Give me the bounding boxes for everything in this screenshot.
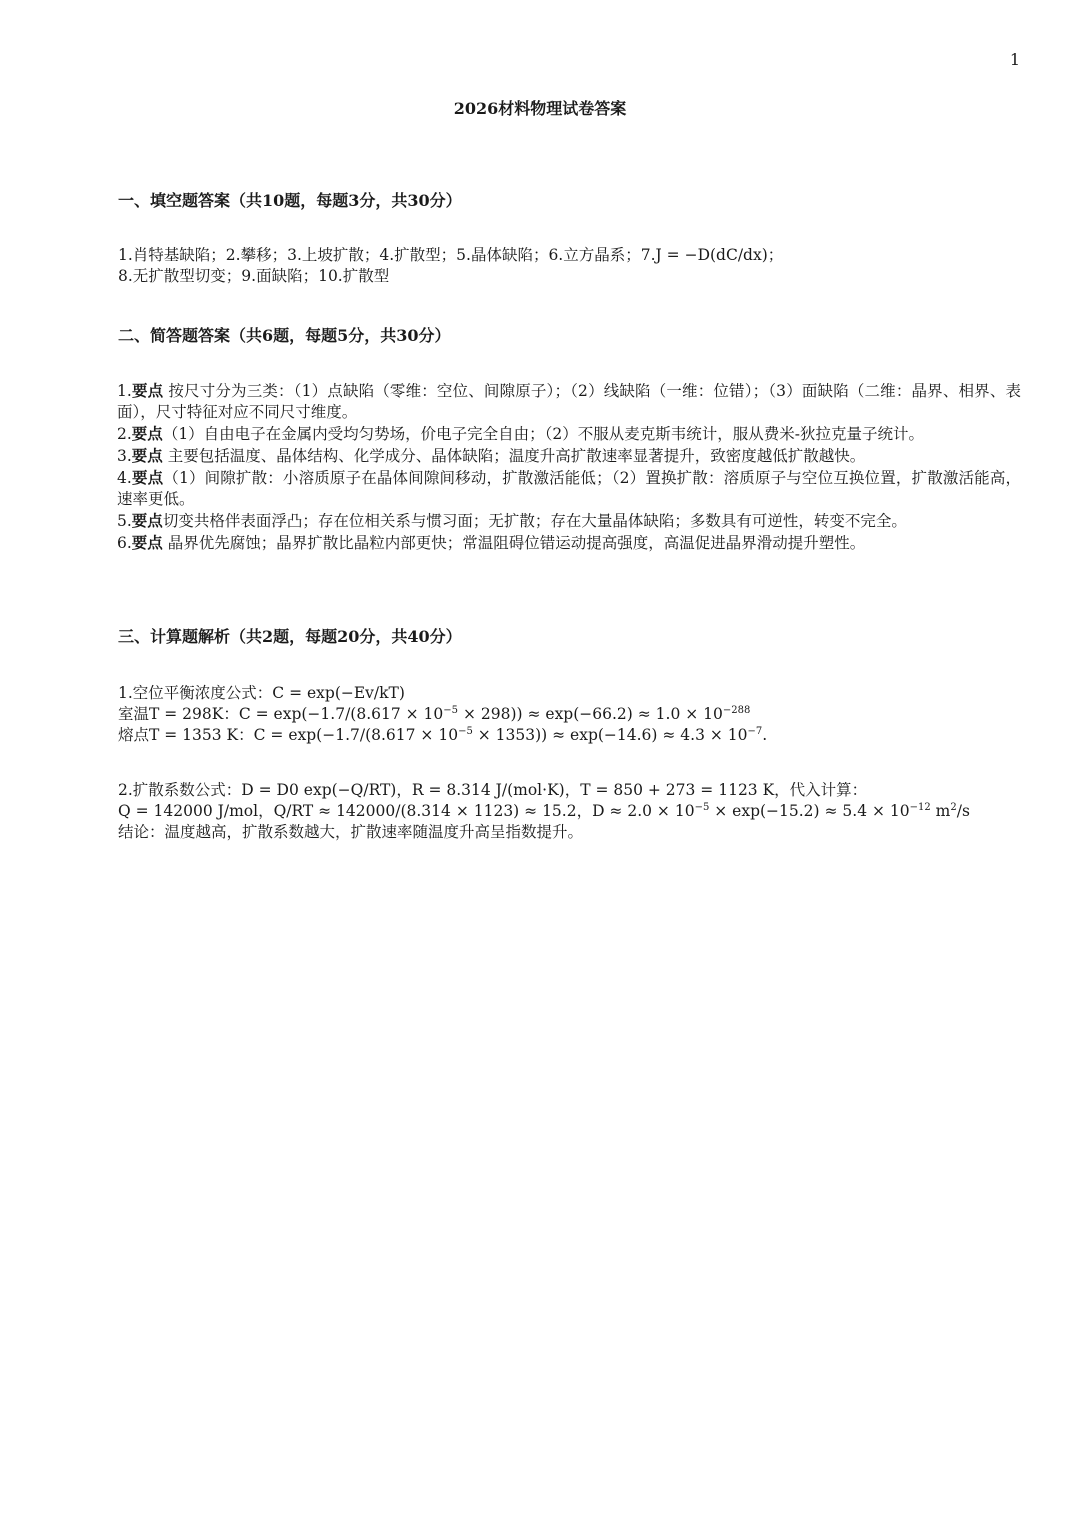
calc-1-formula: 1.空位平衡浓度公式：C = exp(−Ev/kT) <box>118 684 405 702</box>
short-answer-5-number: 5. <box>117 512 132 530</box>
calc-1-melt-exp1: −5 <box>458 725 473 737</box>
calc-1-melting-point <box>118 725 1018 746</box>
section-2-answers <box>99 380 1021 554</box>
short-answer-4-number: 4. <box>117 469 132 487</box>
section-1-heading: 一、填空题答案（共10题，每题3分，共30分） <box>118 191 462 210</box>
calc-2-formula: 2.扩散系数公式：D = D0 exp(−Q/RT)，R = 8.314 J/(mol·K)，T = 850 + 273 = 1123 K，代入计算： <box>118 781 868 799</box>
calc-1-room-temp-exp2: −288 <box>722 704 751 716</box>
short-answer-3 <box>99 445 1021 467</box>
short-answer-1 <box>99 380 1021 423</box>
short-answer-5-text: 切变共格伴表面浮凸；存在位相关系与惯习面；无扩散；存在大量晶体缺陷；多数具有可逆性，转变不完全。 <box>162 512 907 530</box>
calc-1-room-temp-a: 室温T = 298K：C = exp(−1.7/(8.617 × 10 <box>118 705 444 723</box>
short-answer-6 <box>99 532 1021 554</box>
short-answer-5 <box>99 510 1021 532</box>
section-2-heading: 二、简答题答案（共6题，每题5分，共30分） <box>118 326 451 345</box>
short-answer-3-number: 3. <box>117 447 132 465</box>
short-answer-6-text: 晶界优先腐蚀；晶界扩散比晶粒内部更快；常温阻碍位错运动提高强度，高温促进晶界滑动提升塑性。 <box>162 534 866 552</box>
short-answer-2-text: （1）自由电子在金属内受均匀势场，价电子完全自由；（2）不服从麦克斯韦统计，服从费米-狄拉克量子统计。 <box>162 425 925 443</box>
document-title: 2026材料物理试卷答案 <box>453 99 627 118</box>
calc-problem-1 <box>118 683 1018 746</box>
short-answer-6-key: 要点 <box>131 533 163 552</box>
short-answer-3-text: 主要包括温度、晶体结构、化学成分、晶体缺陷；温度升高扩散速率显著提升，致密度越低扩散越快。 <box>162 447 866 465</box>
calc-1-room-temp <box>118 704 1018 725</box>
short-answer-4-key: 要点 <box>131 468 164 487</box>
calc-2-computation <box>118 801 1018 822</box>
short-answer-4-text: （1）间隙扩散：小溶质原子在晶体间隙间移动，扩散激活能低；（2）置换扩散：溶质原子与空位互换位置，扩散激活能高，速率更低。 <box>117 469 1021 508</box>
calc-2-conclusion: 结论：温度越高，扩散系数越大，扩散速率随温度升高呈指数提升。 <box>118 823 584 841</box>
short-answer-1-number: 1. <box>117 382 132 400</box>
calc-2-comp-b: × exp(−15.2) ≈ 5.4 × 10 <box>709 802 910 820</box>
calc-1-melt-exp2: −7 <box>747 725 763 737</box>
short-answer-5-key: 要点 <box>131 511 163 530</box>
calc-2-unit-end: /s <box>956 802 970 820</box>
short-answer-2 <box>99 423 1021 445</box>
calc-2-comp-exp2: −12 <box>909 801 931 813</box>
section-3-heading: 三、计算题解析（共2题，每题20分，共40分） <box>118 627 462 646</box>
section-1-line-2: 8.无扩散型切变；9.面缺陷；10.扩散型 <box>118 267 390 285</box>
section-1-answers <box>118 245 1018 287</box>
calc-1-room-temp-exp1: −5 <box>443 704 459 716</box>
calc-1-melt-end: . <box>762 726 768 744</box>
short-answer-2-key: 要点 <box>131 424 163 443</box>
short-answer-3-key: 要点 <box>131 446 163 465</box>
calc-1-melt-b: × 1353)) ≈ exp(−14.6) ≈ 4.3 × 10 <box>472 726 748 744</box>
calc-problem-2 <box>118 780 1018 843</box>
calc-2-unit: m <box>930 802 951 820</box>
section-1-line-1: 1.肖特基缺陷；2.攀移；3.上坡扩散；4.扩散型；5.晶体缺陷；6.立方晶系；7.J = −D(dC/dx)； <box>118 246 784 264</box>
short-answer-1-key: 要点 <box>131 381 164 400</box>
calc-2-comp-a: Q = 142000 J/mol，Q/RT ≈ 142000/(8.314 × 1123) ≈ 15.2，D ≈ 2.0 × 10 <box>118 802 695 820</box>
calc-2-unit-exp: 2 <box>950 801 957 813</box>
short-answer-2-number: 2. <box>117 425 132 443</box>
calc-1-melt-a: 熔点T = 1353 K：C = exp(−1.7/(8.617 × 10 <box>118 726 459 744</box>
short-answer-1-text: 按尺寸分为三类：（1）点缺陷（零维：空位、间隙原子）；（2）线缺陷（一维：位错）；（3）面缺陷（二维：晶界、相界、表面），尺寸特征对应不同尺寸维度。 <box>117 382 1021 421</box>
short-answer-4 <box>99 467 1021 510</box>
page-number: 1 <box>1009 50 1020 69</box>
short-answer-6-number: 6. <box>117 534 132 552</box>
calc-1-room-temp-b: × 298)) ≈ exp(−66.2) ≈ 1.0 × 10 <box>458 705 723 723</box>
calc-2-comp-exp1: −5 <box>694 801 710 813</box>
